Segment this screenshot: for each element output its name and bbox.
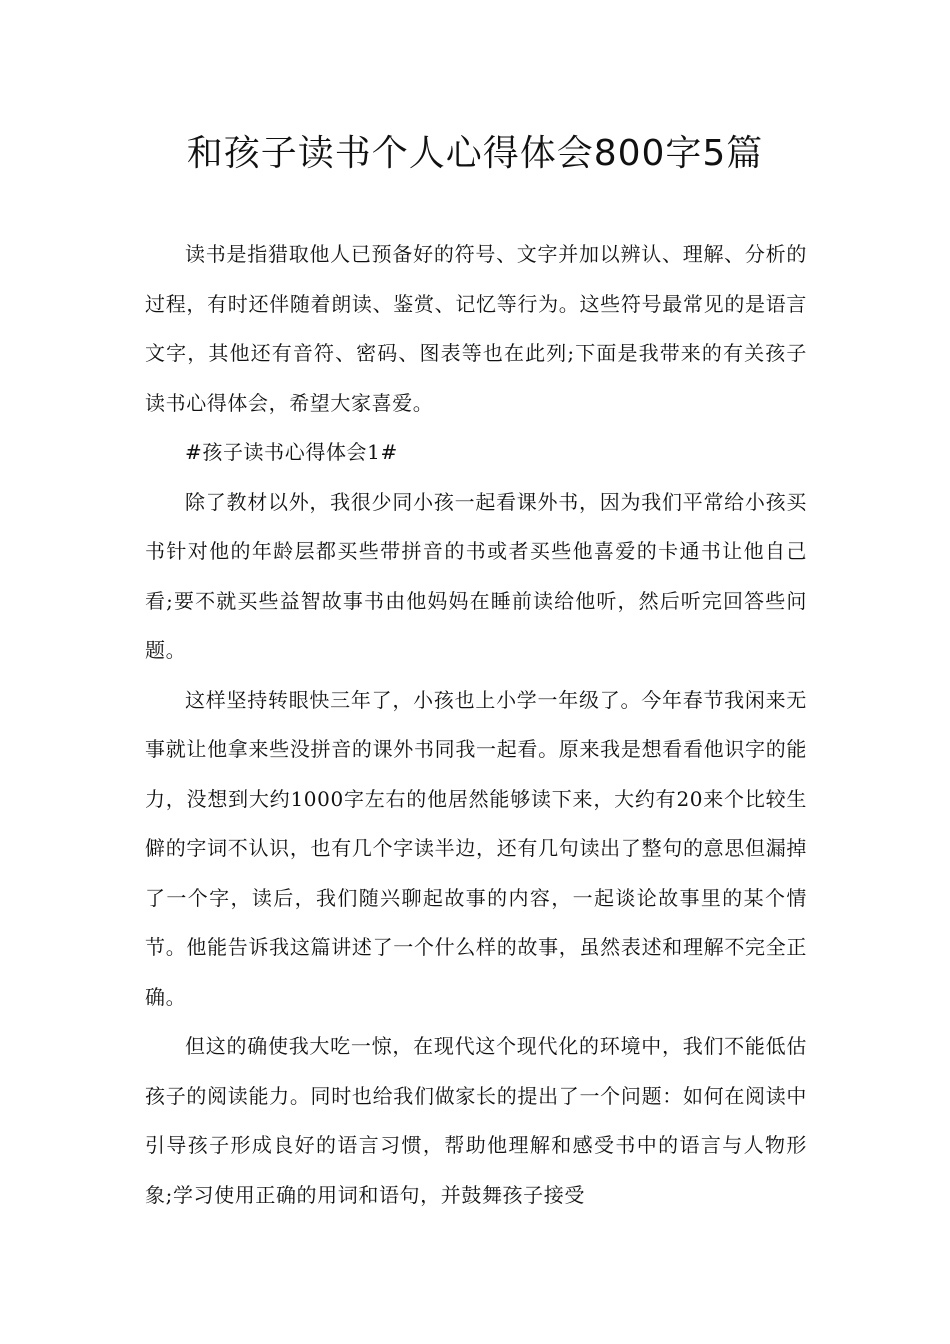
- paragraph-3: 但这的确使我大吃一惊，在现代这个现代化的环境中，我们不能低估孩子的阅读能力。同时也给我们做家长的提出了一个问题：如何在阅读中引导孩子形成良好的语言习惯，帮助他理解和感受书中的语言与人物形象;学习使用正确的用词和语句，并鼓舞孩子接受: [145, 1034, 807, 1207]
- section-heading-1: #孩子读书心得体会1#: [185, 440, 398, 464]
- paragraph-1: 除了教材以外，我很少同小孩一起看课外书，因为我们平常给小孩买书针对他的年龄层都买些带拼音的书或者买些他喜爱的卡通书让他自己看;要不就买些益智故事书由他妈妈在睡前读给他听，然后听完回答些问题。: [145, 489, 807, 662]
- document-title: 和孩子读书个人心得体会800字5篇: [186, 133, 764, 174]
- document-body: [145, 230, 807, 1220]
- paragraph-2: 这样坚持转眼快三年了，小孩也上小学一年级了。今年春节我闲来无事就让他拿来些没拼音的课外书同我一起看。原来我是想看看他识字的能力，没想到大约1000字左右的他居然能够读下来，大约有20来个比较生僻的字词不认识，也有几个字读半边，还有几句读出了整句的意思但漏掉了一个字，读后，我们随兴聊起故事的内容，一起谈论故事里的某个情节。他能告诉我这篇讲述了一个什么样的故事，虽然表述和理解不完全正确。: [145, 687, 807, 1009]
- paragraph-intro: 读书是指猎取他人已预备好的符号、文字并加以辨认、理解、分析的过程，有时还伴随着朗读、鉴赏、记忆等行为。这些符号最常见的是语言文字，其他还有音符、密码、图表等也在此列;下面是我带来的有关孩子读书心得体会，希望大家喜爱。: [145, 242, 807, 415]
